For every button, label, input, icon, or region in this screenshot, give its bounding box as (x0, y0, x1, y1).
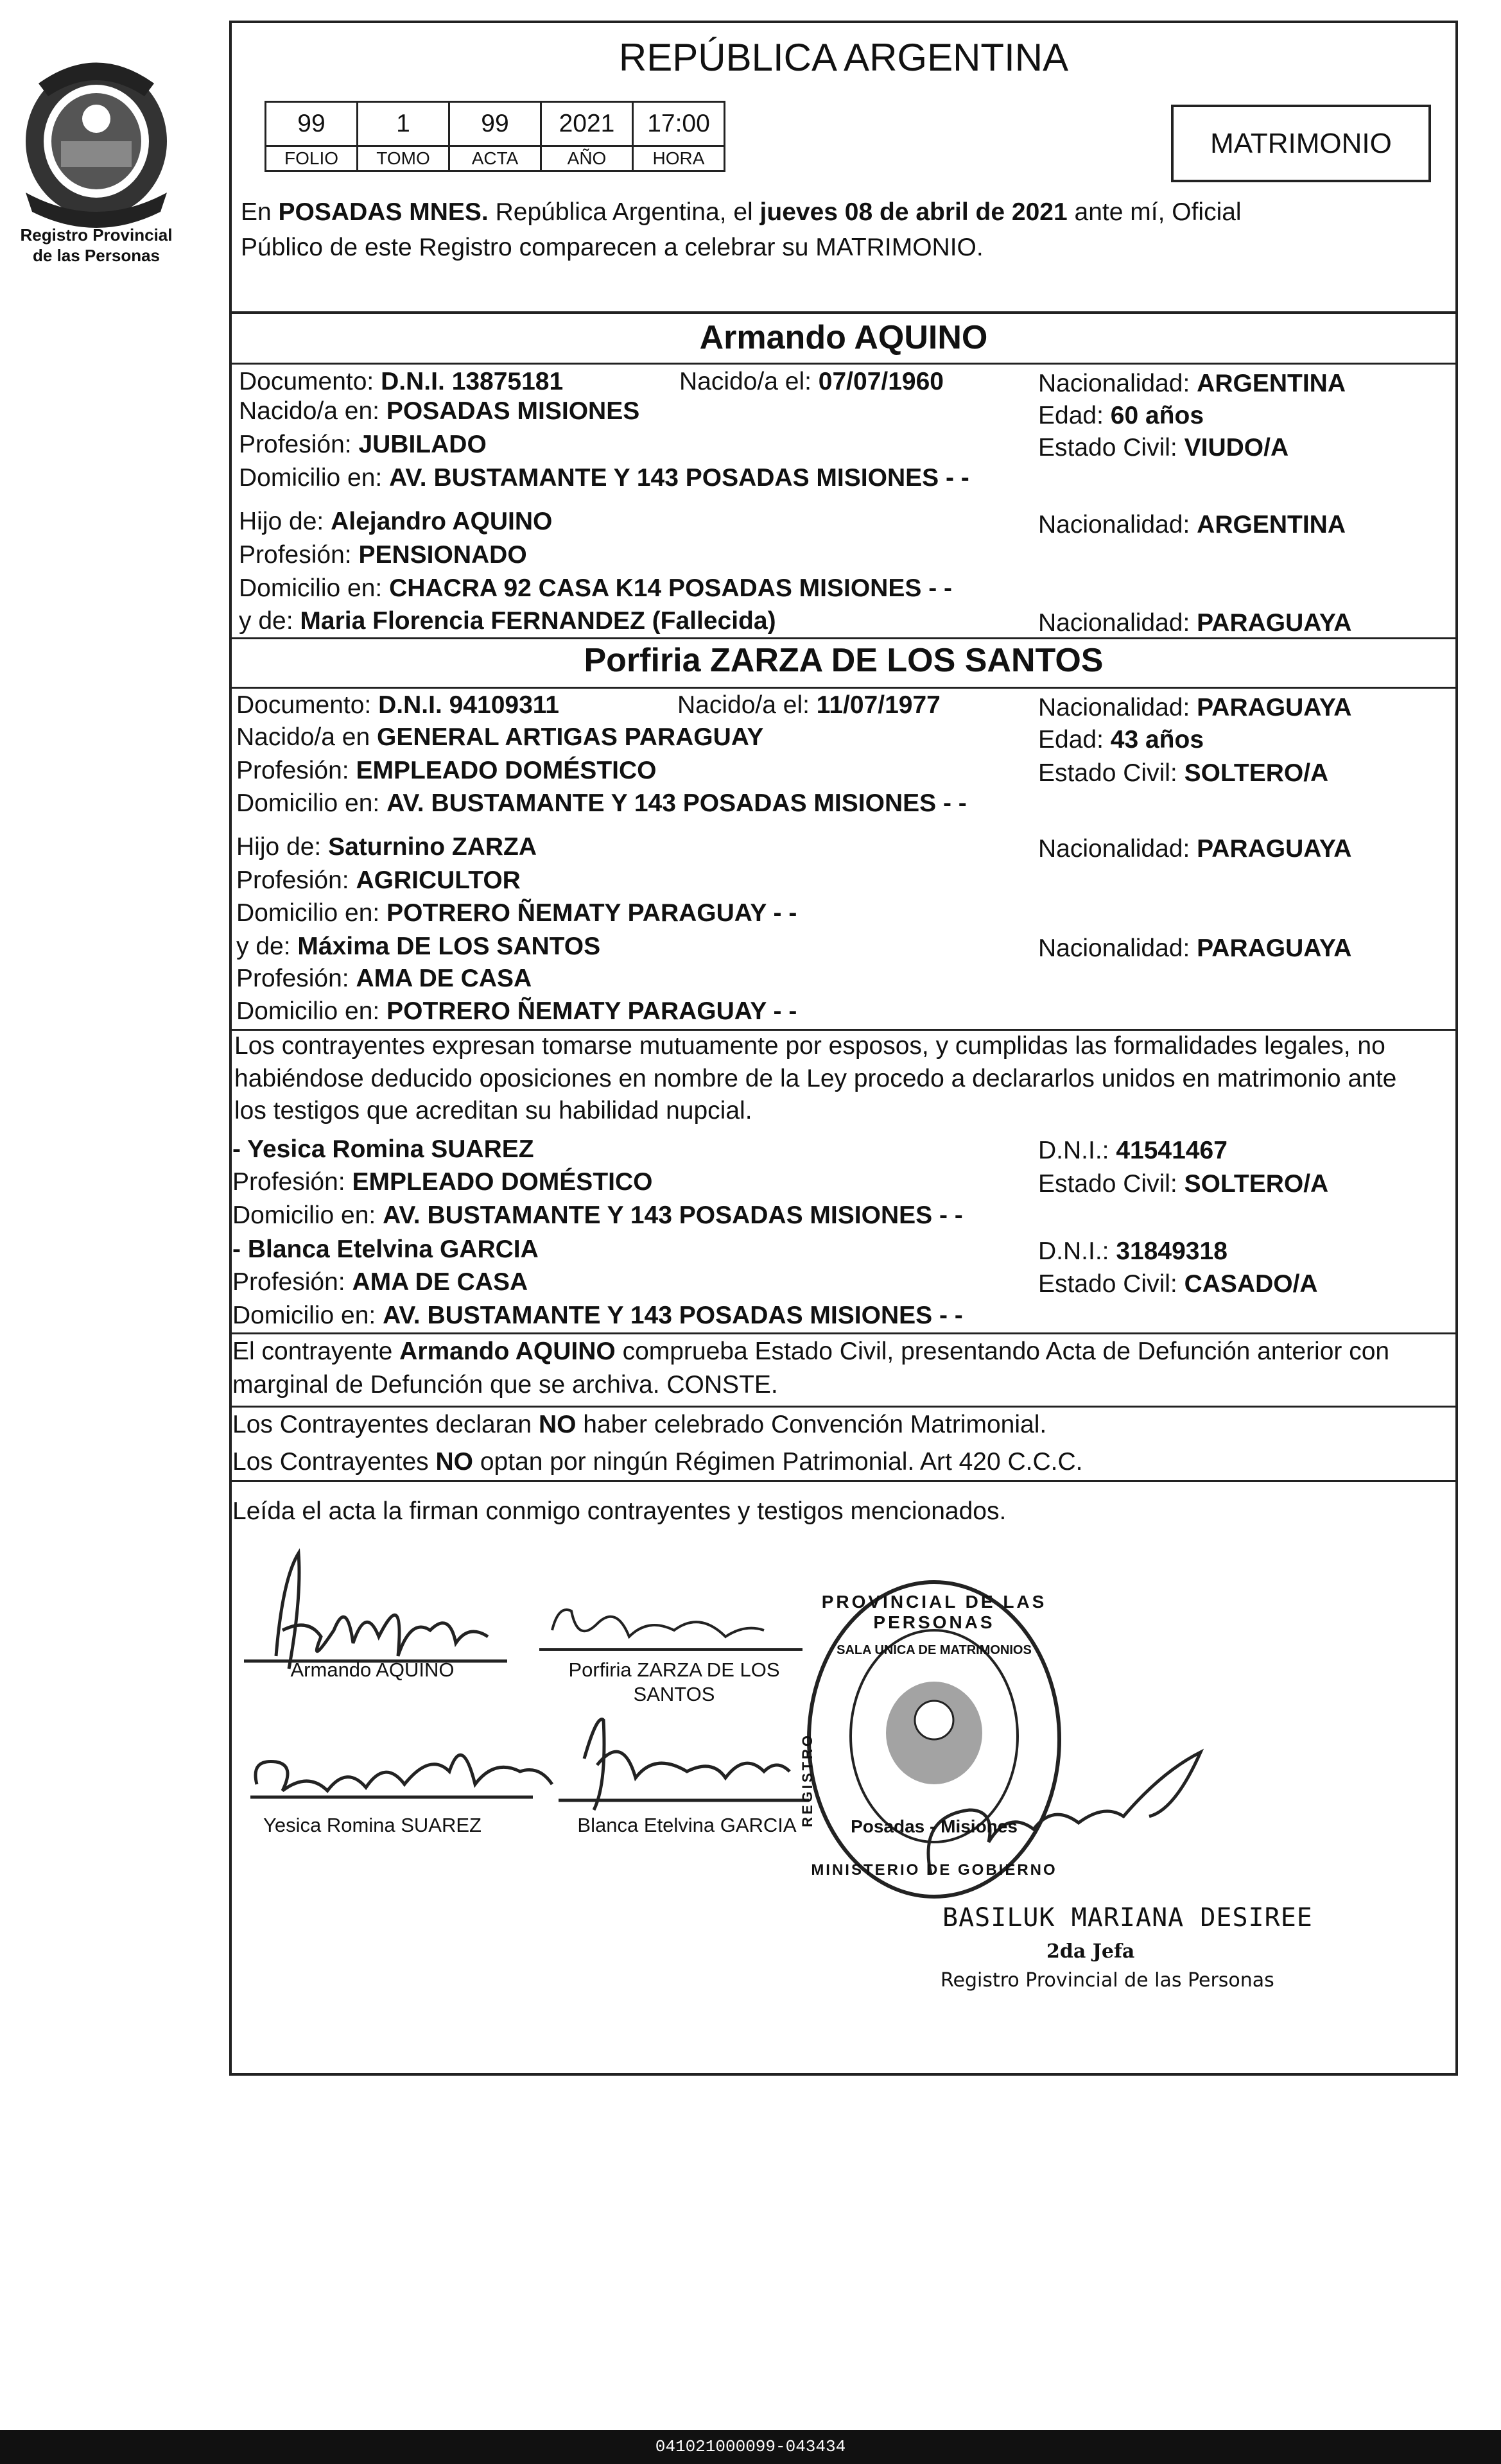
divider (229, 1029, 1458, 1031)
folio-value: 99 (266, 102, 358, 146)
stamp-left-text: REGISTRO (799, 1733, 815, 1827)
witness1-civil: Estado Civil: SOLTERO/A (1038, 1170, 1329, 1198)
divider (229, 363, 1458, 365)
bride-mother-prof: Profesión: AMA DE CASA (236, 965, 532, 992)
groom-father-prof: Profesión: PENSIONADO (239, 541, 527, 569)
closing-text: Leída el acta la firman conmigo contrayentes y testigos mencionados. (232, 1497, 1007, 1525)
witness1-dni: D.N.I.: 41541467 (1038, 1137, 1228, 1164)
divider (229, 687, 1458, 689)
note-line1: El contrayente Armando AQUINO comprueba Estado Civil, presentando Acta de Defunción anterior con (232, 1338, 1390, 1365)
intro-city: POSADAS MNES. (278, 198, 489, 226)
stamp-place: Posadas - Misiones (851, 1816, 1018, 1836)
official-name: BASILUK MARIANA DESIREE (942, 1903, 1313, 1933)
bride-father-prof: Profesión: AGRICULTOR (236, 866, 521, 894)
witness2-name: - Blanca Etelvina GARCIA (232, 1236, 539, 1263)
conventions-line2: Los Contrayentes NO optan por ningún Régimen Patrimonial. Art 420 C.C.C. (232, 1448, 1083, 1476)
note-line2: marginal de Defunción que se archiva. CONSTE. (232, 1371, 778, 1399)
intro-text: ante mí, Oficial (1067, 198, 1242, 226)
stamp-bottom-text: MINISTERIO DE GOBIERNO (811, 1861, 1057, 1879)
intro-text: República Argentina, el (488, 198, 760, 226)
bride-signature-label: Porfiria ZARZA DE LOS SANTOS (568, 1658, 780, 1705)
bride-mother-address: Domicilio en: POTRERO ÑEMATY PARAGUAY - - (236, 997, 797, 1025)
intro-line2: Público de este Registro comparecen a celebrar su MATRIMONIO. (241, 234, 984, 261)
groom-address: Domicilio en: AV. BUSTAMANTE Y 143 POSADAS MISIONES - - (239, 464, 969, 492)
divider (229, 637, 1458, 639)
declaration-line1: Los contrayentes expresan tomarse mutuamente por esposos, y cumplidas las formalidades legales, no (234, 1032, 1385, 1060)
province-logo (0, 45, 193, 237)
groom-birthplace: Nacido/a en: POSADAS MISIONES (239, 397, 640, 425)
witness2-signature-icon (559, 1719, 809, 1810)
bride-father-nat: Nacionalidad: PARAGUAYA (1038, 835, 1352, 863)
bride-father: Hijo de: Saturnino ZARZA (236, 833, 537, 861)
page-title: REPÚBLICA ARGENTINA (618, 36, 1069, 79)
tomo-label: TOMO (358, 146, 449, 171)
witness1-address: Domicilio en: AV. BUSTAMANTE Y 143 POSADAS MISIONES - - (232, 1202, 963, 1229)
witness2-signature-label: Blanca Etelvina GARCIA (577, 1814, 797, 1836)
groom-signature-label: Armando AQUINO (290, 1658, 455, 1681)
divider (229, 1406, 1458, 1408)
bride-birthplace: Nacido/a en GENERAL ARTIGAS PARAGUAY (236, 723, 764, 751)
divider (229, 311, 1458, 314)
intro-text: En (241, 198, 279, 226)
bride-doc: Documento: D.N.I. 94109311 (236, 691, 559, 719)
bride-mother: y de: Máxima DE LOS SANTOS (236, 933, 601, 960)
witness1-signature-icon (250, 1755, 552, 1797)
act-type-box: MATRIMONIO (1171, 105, 1431, 182)
misiones-seal-icon (0, 45, 193, 237)
hour-value: 17:00 (633, 102, 725, 146)
stamp-outer-text: PROVINCIAL DE LAS PERSONAS (821, 1592, 1047, 1632)
year-value: 2021 (541, 102, 633, 146)
official-office: Registro Provincial de las Personas (941, 1969, 1274, 1992)
bride-signature-icon (539, 1610, 803, 1650)
groom-father: Hijo de: Alejandro AQUINO (239, 508, 553, 535)
official-stamp (799, 1572, 1069, 1906)
folio-label: FOLIO (266, 146, 358, 171)
year-label: AÑO (541, 146, 633, 171)
stamp-inner-text: SALA UNICA DE MATRIMONIOS (837, 1643, 1032, 1657)
acta-value: 99 (449, 102, 541, 146)
groom-nat: Nacionalidad: ARGENTINA (1038, 370, 1346, 397)
bride-nat: Nacionalidad: PARAGUAYA (1038, 694, 1352, 721)
declaration-line2: habiéndose deducido oposiciones en nombre de la Ley procedo a declararlos unidos en matrimonio ante (234, 1065, 1397, 1092)
declaration-line3: los testigos que acreditan su habilidad nupcial. (234, 1097, 752, 1124)
witness1-prof: Profesión: EMPLEADO DOMÉSTICO (232, 1168, 653, 1196)
logo-caption-line2: de las Personas (33, 246, 160, 265)
witness2-prof: Profesión: AMA DE CASA (232, 1268, 528, 1296)
bride-age: Edad: 43 años (1038, 726, 1204, 754)
groom-prof: Profesión: JUBILADO (239, 431, 487, 458)
acta-label: ACTA (449, 146, 541, 171)
groom-mother: y de: Maria Florencia FERNANDEZ (Fallecida) (239, 607, 776, 635)
groom-age: Edad: 60 años (1038, 402, 1204, 429)
witness2-civil: Estado Civil: CASADO/A (1038, 1270, 1318, 1298)
divider (229, 1332, 1458, 1334)
groom-civil: Estado Civil: VIUDO/A (1038, 434, 1289, 461)
hour-label: HORA (633, 146, 725, 171)
groom-mother-nat: Nacionalidad: PARAGUAYA (1038, 609, 1352, 637)
groom-born: Nacido/a el: 07/07/1960 (679, 368, 944, 395)
official-role: 2da Jefa (1046, 1940, 1135, 1963)
bride-address: Domicilio en: AV. BUSTAMANTE Y 143 POSADAS MISIONES - - (236, 789, 967, 817)
witness1-signature-label: Yesica Romina SUAREZ (263, 1814, 482, 1836)
bride-name-heading: Porfiria ZARZA DE LOS SANTOS (584, 642, 1104, 679)
bride-civil: Estado Civil: SOLTERO/A (1038, 759, 1329, 787)
witness2-dni: D.N.I.: 31849318 (1038, 1237, 1228, 1265)
bride-mother-nat: Nacionalidad: PARAGUAYA (1038, 935, 1352, 962)
divider (229, 1480, 1458, 1482)
document-code: 041021000099-043434 (0, 2430, 1501, 2464)
bride-prof: Profesión: EMPLEADO DOMÉSTICO (236, 757, 657, 784)
conventions-line1: Los Contrayentes declaran NO haber celebrado Convención Matrimonial. (232, 1411, 1047, 1438)
groom-doc: Documento: D.N.I. 13875181 (239, 368, 564, 395)
tomo-value: 1 (358, 102, 449, 146)
bride-born: Nacido/a el: 11/07/1977 (677, 691, 941, 719)
logo-caption-line1: Registro Provincial (20, 225, 173, 245)
registry-table (265, 101, 725, 172)
intro-date: jueves 08 de abril de 2021 (759, 198, 1068, 226)
groom-father-address: Domicilio en: CHACRA 92 CASA K14 POSADAS MISIONES - - (239, 574, 953, 602)
groom-name-heading: Armando AQUINO (699, 319, 988, 356)
witness1-name: - Yesica Romina SUAREZ (232, 1135, 534, 1163)
intro-line1 (241, 196, 1242, 229)
groom-father-nat: Nacionalidad: ARGENTINA (1038, 511, 1346, 538)
bride-father-address: Domicilio en: POTRERO ÑEMATY PARAGUAY - - (236, 899, 797, 927)
groom-signature-icon (244, 1553, 507, 1669)
witness2-address: Domicilio en: AV. BUSTAMANTE Y 143 POSADAS MISIONES - - (232, 1302, 963, 1329)
